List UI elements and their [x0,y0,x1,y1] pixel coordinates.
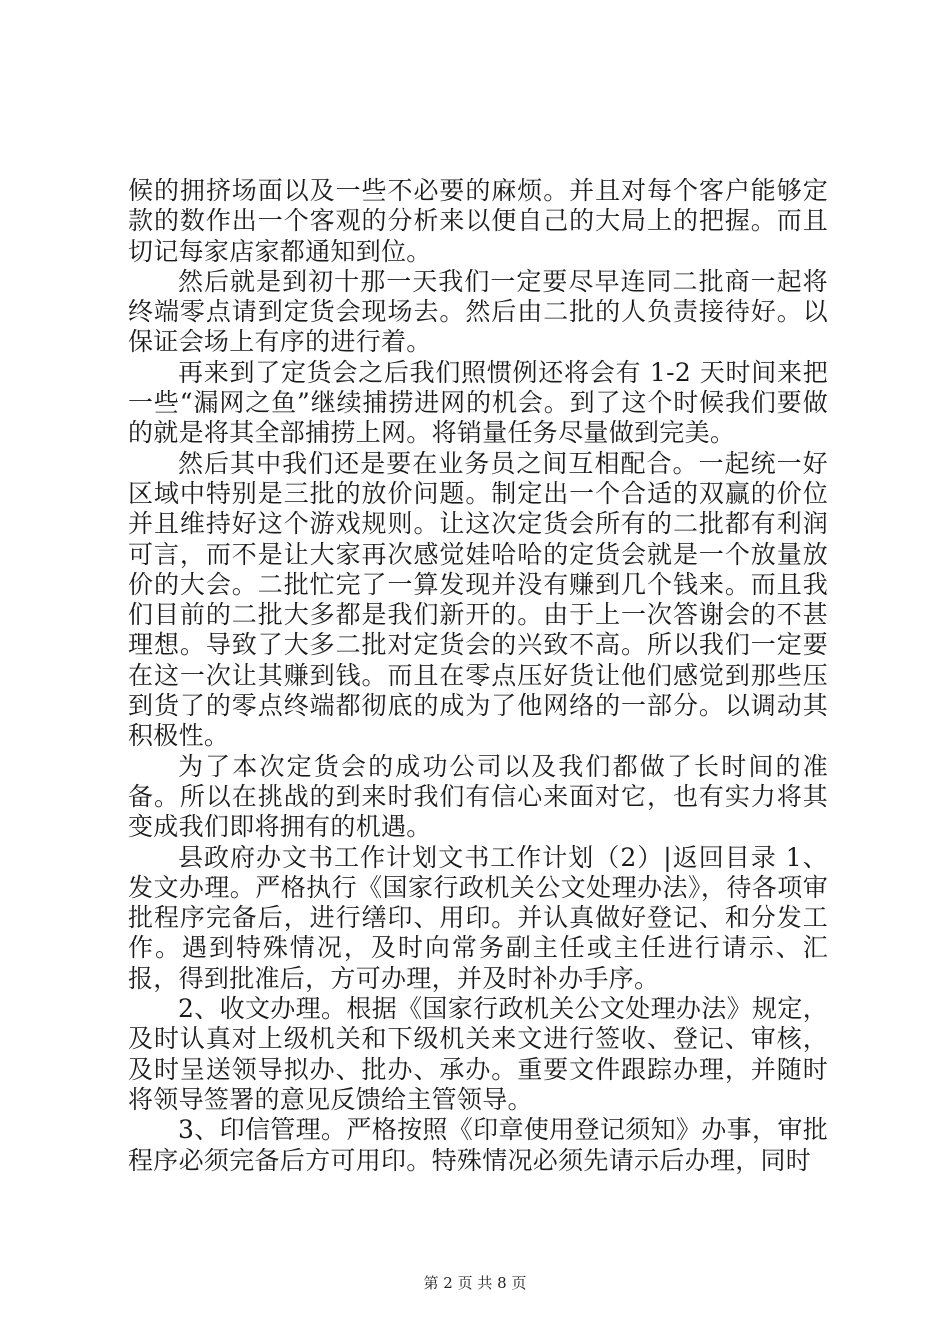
paragraph: 再来到了定货会之后我们照惯例还将会有 1-2 天时间来把一些“漏网之鱼”继续捕捞进网的机会。到了这个时候我们要做的就是将其全部捕捞上网。将销量任务尽量做到完美。 [128,357,828,448]
paragraph: 然后其中我们还是要在业务员之间互相配合。一起统一好区域中特别是三批的放价问题。制定出一个合适的双赢的价位并且维持好这个游戏规则。让这次定货会所有的二批都有利润可言，而不是让大家再次感觉娃哈哈的定货会就是一个放量放价的大会。二批忙完了一算发现并没有赚到几个钱来。而且我们目前的二批大多都是我们新开的。由于上一次答谢会的不甚理想。导致了大多二批对定货会的兴致不高。所以我们一定要在这一次让其赚到钱。而且在零点压好货让他们感觉到那些压到货了的零点终端都彻底的成为了他网络的一部分。以调动其积极性。 [128,448,828,751]
document-body [128,176,828,1176]
paragraph: 3、印信管理。严格按照《印章使用登记须知》办事，审批程序必须完备后方可用印。特殊情况必须先请示后办理，同时 [128,1115,828,1175]
paragraph: 县政府办文书工作计划文书工作计划（2）|返回目录 1、发文办理。严格执行《国家行政机关公文处理办法》，待各项审批程序完备后，进行缮印、用印。并认真做好登记、和分发工作。遇到特殊情况，及时向常务副主任或主任进行请示、汇报，得到批准后，方可办理，并及时补办手序。 [128,842,828,993]
paragraph: 然后就是到初十那一天我们一定要尽早连同二批商一起将终端零点请到定货会现场去。然后由二批的人负责接待好。以保证会场上有序的进行着。 [128,266,828,357]
paragraph-continuation: 候的拥挤场面以及一些不必要的麻烦。并且对每个客户能够定款的数作出一个客观的分析来以便自己的大局上的把握。而且切记每家店家都通知到位。 [128,176,828,266]
page-number-footer: 第 2 页 共 8 页 [423,1274,527,1292]
paragraph: 为了本次定货会的成功公司以及我们都做了长时间的准备。所以在挑战的到来时我们有信心来面对它，也有实力将其变成我们即将拥有的机遇。 [128,751,828,842]
paragraph: 2、收文办理。根据《国家行政机关公文处理办法》规定，及时认真对上级机关和下级机关来文进行签收、登记、审核，及时呈送领导拟办、批办、承办。重要文件跟踪办理，并随时将领导签署的意见反馈给主管领导。 [128,994,828,1114]
